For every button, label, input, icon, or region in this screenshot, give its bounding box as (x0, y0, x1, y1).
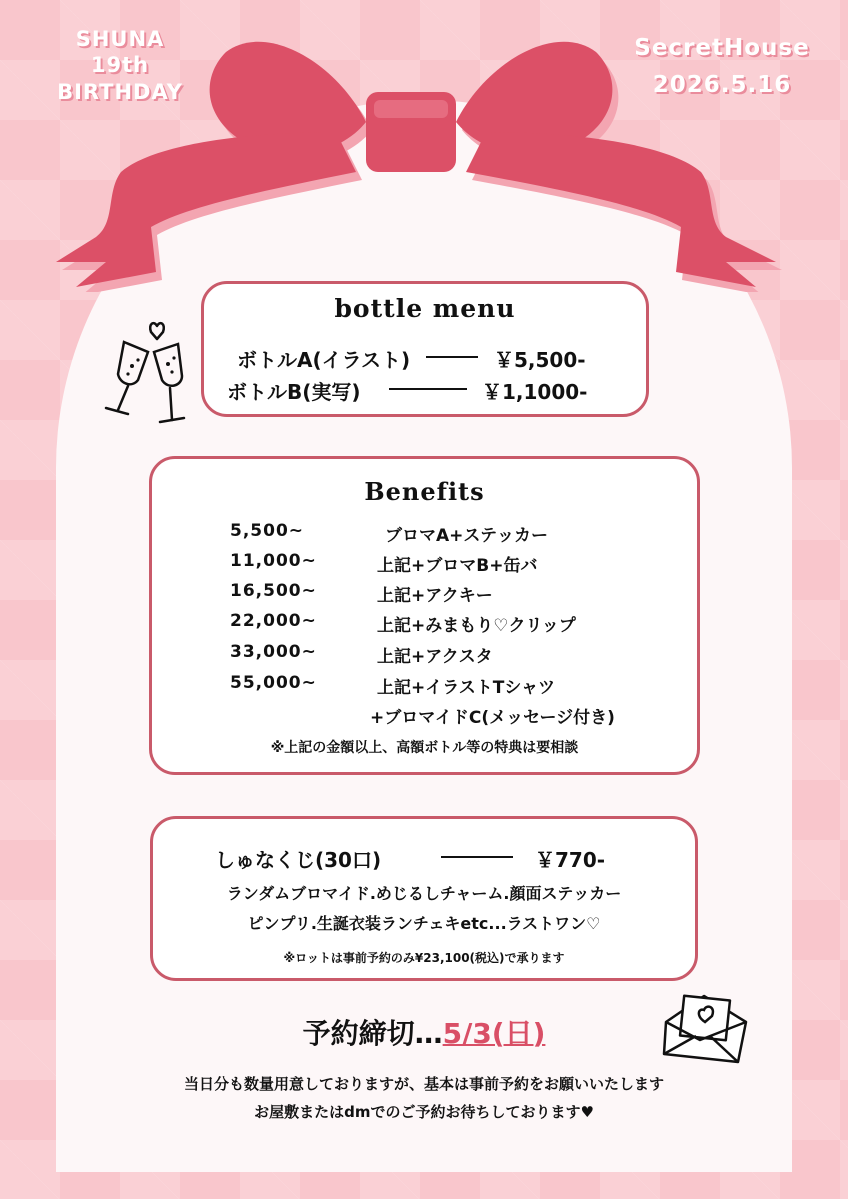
benefit-amount: 5,500~ (230, 521, 305, 541)
kuji-desc-line: ピンプリ.生誕衣装ランチェキetc...ラストワン♡ (247, 914, 601, 933)
benefit-amount: 11,000~ (230, 551, 317, 571)
benefit-amount: 16,500~ (230, 581, 317, 601)
benefits-note: ※上記の金額以上、高額ボトル等の特典は要相談 (270, 740, 579, 756)
bottle-item-price: ￥1,1000- (482, 380, 588, 404)
header-left-line: BIRTHDAY (57, 79, 183, 104)
header-left-line: 19th (90, 53, 150, 78)
event-info (622, 30, 822, 104)
footer-line: 当日分も数量用意しておりますが、基本は事前予約をお願いいたします (183, 1075, 664, 1093)
benefit-amount: 33,000~ (230, 642, 317, 662)
deadline (0, 1012, 848, 1052)
bottle-item-name: ボトルA(イラスト) (237, 348, 411, 372)
deadline-label: 予約締切… (302, 1017, 443, 1050)
benefit-extra-line: +ブロマイドC(メッセージ付き) (370, 708, 615, 728)
kuji-title: しゅなくじ(30口) (215, 848, 382, 872)
footer-line: お屋敷またはdmでのご予約お待ちしております♥ (254, 1103, 594, 1121)
dash-divider (426, 356, 478, 358)
benefit-text: 上記+イラストTシャツ (377, 678, 555, 698)
benefit-text: 上記+みまもり♡クリップ (377, 616, 576, 636)
champagne-glasses-icon (98, 318, 188, 430)
birthday-title (30, 26, 210, 105)
header-right-line: SecretHouse (634, 35, 810, 61)
benefit-text: 上記+アクスタ (377, 647, 493, 667)
benefit-amount: 55,000~ (230, 673, 317, 693)
deadline-date: 5/3(日) (442, 1017, 546, 1050)
bottle-menu-card (201, 281, 649, 417)
benefit-text: ブロマA+ステッカー (385, 526, 549, 546)
benefit-text: 上記+アクキー (377, 586, 493, 606)
kuji-price: ￥770- (535, 848, 606, 872)
benefits-title: Benefits (364, 477, 485, 506)
kuji-desc-line: ランダムブロマイド.めじるしチャーム.顔面ステッカー (226, 884, 622, 903)
dash-divider (441, 856, 513, 858)
benefit-amount: 22,000~ (230, 611, 317, 631)
bottle-item-price: ￥5,500- (494, 348, 586, 372)
kuji-note: ※ロットは事前予約のみ¥23,100(税込)で承ります (283, 951, 565, 965)
header-right-line: 2026.5.16 (652, 71, 792, 98)
bottle-item-name: ボトルB(実写) (227, 380, 361, 404)
benefit-text: 上記+ブロマB+缶バ (377, 556, 538, 576)
bottle-menu-title: bottle menu (334, 294, 516, 323)
dash-divider (389, 388, 467, 390)
kuji-card (150, 816, 698, 981)
benefits-card (149, 456, 700, 775)
header-left-line: SHUNA (75, 27, 165, 51)
